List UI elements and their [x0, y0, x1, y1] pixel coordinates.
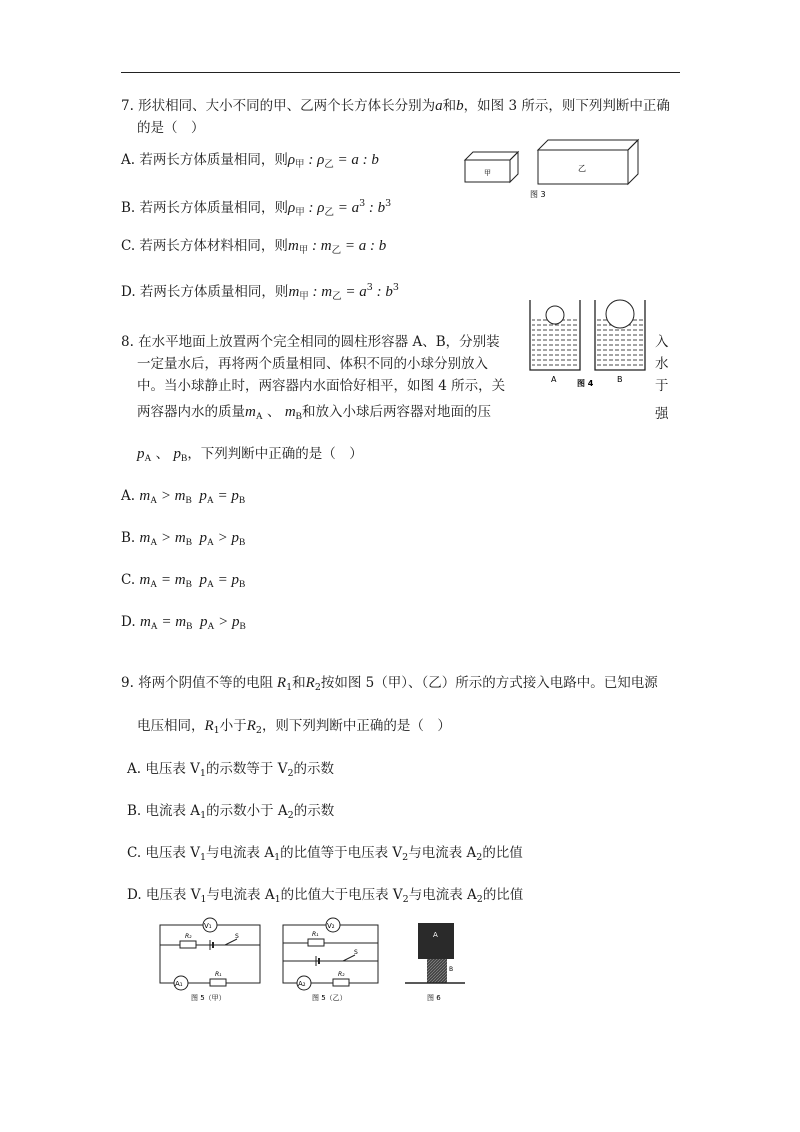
fig6-label-a: A: [433, 931, 438, 939]
figure-4-containers: [525, 298, 650, 390]
q7-stem-line1: 7. 形状相同、大小不同的甲、乙两个长方体长分别为a和b，如图 3 所示，则下列判断中正确: [121, 98, 670, 114]
svg-text:A₁: A₁: [175, 980, 183, 988]
svg-text:S: S: [354, 949, 358, 956]
q8-stem-line2: 一定量水后，再将两个质量相同、体积不同的小球分别放入: [137, 356, 488, 372]
fig4-caption: 图 4: [577, 379, 594, 388]
q8-stem-line1-end: 入: [655, 334, 669, 350]
svg-text:R₁: R₁: [312, 931, 319, 938]
header-rule: [121, 72, 680, 73]
fig3-caption: 图 3: [530, 190, 546, 199]
q8-stem-line4: 两容器内水的质量$m_A$ 、 $m_B$和放入小球后两容器对地面的压: [137, 404, 491, 422]
figure-6-blocks: [400, 915, 470, 1005]
q7-option-b: B. 若两长方体质量相同，则$\rho_甲$ : $\rho_乙 = a^3$ : $b^3$: [121, 198, 392, 218]
q8-stem-line5: $p_A$ 、 $p_B$，下列判断中正确的是（ ）: [137, 446, 363, 464]
q9-option-a: A. 电压表 $V_1$的示数等于 $V_2$的示数: [127, 761, 335, 779]
q8-option-c: C. $m_A = m_B$ $p_A = p_B$: [121, 572, 246, 590]
q8-option-a: A. $m_A > m_B$ $p_A = p_B$: [121, 488, 246, 506]
fig5a-caption: 图 5（甲）: [191, 994, 226, 1002]
q8-stem-line3: 中。当小球静止时，两容器内水面恰好相平，如图 4 所示，关: [137, 378, 506, 394]
svg-text:R₁: R₁: [215, 971, 222, 978]
q9-stem-line1: 9. 将两个阴值不等的电阻 $R_1$和$R_2$按如图 5（甲）、（乙）所示的方式接入电路中。已知电源: [121, 675, 658, 693]
svg-text:S: S: [235, 933, 239, 940]
q8-stem-line3-end: 于: [655, 378, 669, 394]
q8-stem-line1: 8. 在水平地面上放置两个完全相同的圆柱形容器 A、B，分别装: [121, 334, 500, 350]
fig4-label-b: B: [617, 375, 623, 384]
figure-5a-circuit: [155, 915, 270, 1005]
fig3-jia-label: 甲: [484, 169, 491, 177]
svg-text:V₂: V₂: [327, 922, 335, 930]
fig6-caption: 图 6: [427, 994, 441, 1002]
fig5b-caption: 图 5（乙）: [312, 994, 347, 1002]
q7-option-a: A. 若两长方体质量相同，则$\rho_甲$ : $\rho_乙 = a$ : b: [121, 152, 379, 170]
q8-stem-line4-end: 强: [655, 406, 669, 422]
fig4-label-a: A: [551, 375, 557, 384]
q8-option-d: D. $m_A = m_B$ $p_A > p_B$: [121, 614, 246, 632]
q9-option-b: B. 电流表 $A_1$的示数小于 $A_2$的示数: [127, 803, 335, 821]
figure-3-boxes: [460, 138, 645, 203]
fig6-label-b: B: [449, 966, 454, 973]
q8-stem-line2-end: 水: [655, 356, 669, 372]
svg-text:R₂: R₂: [338, 971, 345, 978]
q7-stem-line2: 的是（ ）: [137, 120, 205, 136]
svg-text:R₂: R₂: [185, 933, 192, 940]
fig3-yi-label: 乙: [578, 164, 586, 173]
q7-option-c: C. 若两长方体材料相同，则$m_甲$ : $m_乙 = a$ : b: [121, 238, 387, 256]
q9-stem-line2: 电压相同，$R_1$小于$R_2$，则下列判断中正确的是（ ）: [137, 718, 451, 736]
q9-option-d: D. 电压表 $V_1$与电流表 $A_1$的比值大于电压表 $V_2$与电流表 $A_2$的比值: [127, 887, 524, 905]
svg-text:A₂: A₂: [298, 980, 306, 988]
q9-option-c: C. 电压表 $V_1$与电流表 $A_1$的比值等于电压表 $V_2$与电流表 $A_2$的比值: [127, 845, 523, 863]
figure-5b-circuit: [278, 915, 388, 1005]
svg-text:V₁: V₁: [204, 922, 212, 930]
q8-option-b: B. $m_A > m_B$ $p_A > p_B$: [121, 530, 246, 548]
q7-option-d: D. 若两长方体质量相同，则$m_甲$ : $m_乙 = a^3$ : $b^3$: [121, 282, 399, 302]
